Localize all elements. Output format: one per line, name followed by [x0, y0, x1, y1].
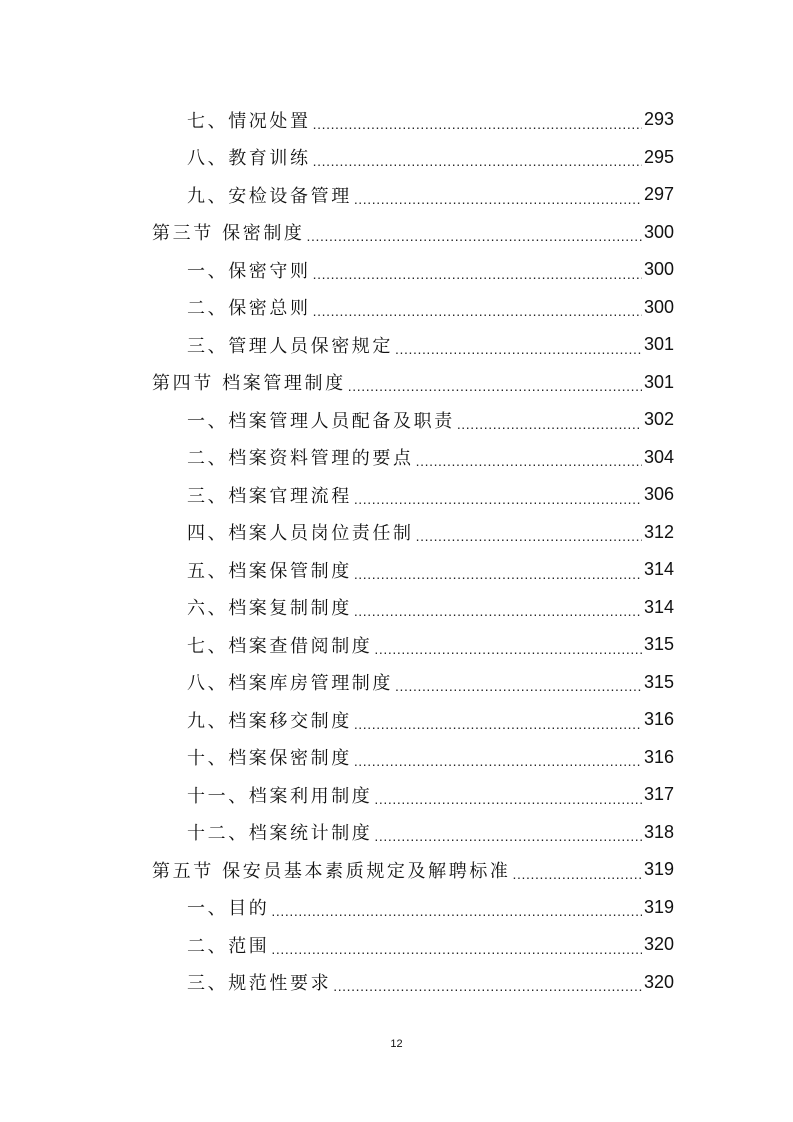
dot-leader	[395, 678, 642, 694]
toc-entry-page: 293	[643, 109, 674, 130]
dot-leader	[354, 491, 642, 507]
toc-subsection-entry[interactable]	[152, 701, 674, 739]
toc-entry-title: 一、档案管理人员配备及职责	[187, 410, 455, 432]
toc-entry-title: 二、保密总则	[187, 298, 311, 320]
toc-entry-title: 六、档案复制制度	[187, 598, 352, 620]
toc-entry-title: 第三节 保密制度	[152, 223, 305, 245]
dot-leader	[307, 228, 642, 244]
table-of-contents	[152, 101, 674, 1001]
toc-subsection-entry[interactable]	[152, 739, 674, 777]
page-number: 12	[390, 1038, 403, 1050]
toc-entry-title: 八、教育训练	[187, 148, 311, 170]
dot-leader	[354, 753, 642, 769]
toc-entry-page: 314	[643, 559, 674, 580]
toc-entry-page: 301	[643, 371, 674, 392]
toc-entry-page: 315	[643, 634, 674, 655]
toc-entry-title: 七、档案查借阅制度	[187, 635, 373, 657]
toc-subsection-entry[interactable]	[152, 326, 674, 364]
toc-entry-title: 四、档案人员岗位责任制	[187, 523, 414, 545]
dot-leader	[354, 191, 642, 207]
toc-subsection-entry[interactable]	[152, 176, 674, 214]
dot-leader	[416, 453, 642, 469]
toc-section-entry[interactable]	[152, 214, 674, 252]
dot-leader	[313, 153, 642, 169]
toc-entry-page: 301	[643, 334, 674, 355]
toc-entry-title: 八、档案库房管理制度	[187, 673, 393, 695]
toc-entry-title: 三、规范性要求	[187, 973, 332, 995]
toc-entry-title: 二、档案资料管理的要点	[187, 448, 414, 470]
toc-entry-page: 306	[643, 484, 674, 505]
toc-entry-page: 314	[643, 596, 674, 617]
toc-subsection-entry[interactable]	[152, 289, 674, 327]
dot-leader	[313, 116, 642, 132]
toc-subsection-entry[interactable]	[152, 776, 674, 814]
dot-leader	[457, 416, 642, 432]
toc-subsection-entry[interactable]	[152, 251, 674, 289]
dot-leader	[416, 528, 642, 544]
toc-subsection-entry[interactable]	[152, 439, 674, 477]
toc-subsection-entry[interactable]	[152, 626, 674, 664]
toc-subsection-entry[interactable]	[152, 139, 674, 177]
toc-entry-title: 一、目的	[187, 898, 270, 920]
toc-entry-title: 第四节 档案管理制度	[152, 373, 346, 395]
toc-entry-page: 318	[643, 821, 674, 842]
toc-entry-title: 二、范围	[187, 935, 270, 957]
toc-entry-page: 295	[643, 146, 674, 167]
toc-subsection-entry[interactable]	[152, 514, 674, 552]
toc-entry-page: 304	[643, 446, 674, 467]
toc-entry-page: 319	[643, 859, 674, 880]
toc-entry-page: 319	[643, 896, 674, 917]
toc-entry-page: 316	[643, 746, 674, 767]
dot-leader	[271, 941, 642, 957]
toc-entry-page: 312	[643, 521, 674, 542]
toc-subsection-entry[interactable]	[152, 101, 674, 139]
toc-entry-title: 五、档案保管制度	[187, 560, 352, 582]
toc-entry-title: 九、档案移交制度	[187, 710, 352, 732]
dot-leader	[354, 566, 642, 582]
dot-leader	[333, 978, 642, 994]
dot-leader	[313, 303, 642, 319]
toc-subsection-entry[interactable]	[152, 814, 674, 852]
toc-entry-page: 316	[643, 709, 674, 730]
toc-entry-title: 三、管理人员保密规定	[187, 335, 393, 357]
toc-entry-page: 300	[643, 259, 674, 280]
dot-leader	[354, 716, 642, 732]
toc-entry-page: 320	[643, 934, 674, 955]
toc-subsection-entry[interactable]	[152, 964, 674, 1002]
toc-subsection-entry[interactable]	[152, 926, 674, 964]
toc-entry-page: 315	[643, 671, 674, 692]
toc-subsection-entry[interactable]	[152, 589, 674, 627]
dot-leader	[374, 641, 642, 657]
toc-entry-page: 297	[643, 184, 674, 205]
toc-section-entry[interactable]	[152, 851, 674, 889]
toc-entry-page: 317	[643, 784, 674, 805]
dot-leader	[395, 341, 642, 357]
toc-entry-title: 三、档案官理流程	[187, 485, 352, 507]
toc-entry-page: 300	[643, 296, 674, 317]
dot-leader	[374, 791, 642, 807]
dot-leader	[374, 828, 642, 844]
dot-leader	[271, 903, 642, 919]
toc-entry-page: 320	[643, 971, 674, 992]
dot-leader	[354, 603, 642, 619]
toc-entry-title: 十、档案保密制度	[187, 748, 352, 770]
toc-entry-title: 十二、档案统计制度	[187, 823, 373, 845]
toc-entry-title: 第五节 保安员基本素质规定及解聘标准	[152, 860, 511, 882]
dot-leader	[348, 378, 642, 394]
toc-section-entry[interactable]	[152, 364, 674, 402]
toc-subsection-entry[interactable]	[152, 889, 674, 927]
dot-leader	[513, 866, 642, 882]
toc-entry-title: 七、情况处置	[187, 110, 311, 132]
toc-entry-page: 302	[643, 409, 674, 430]
toc-entry-title: 九、安检设备管理	[187, 185, 352, 207]
toc-subsection-entry[interactable]	[152, 551, 674, 589]
dot-leader	[313, 266, 642, 282]
toc-entry-title: 十一、档案利用制度	[187, 785, 373, 807]
toc-entry-title: 一、保密守则	[187, 260, 311, 282]
toc-subsection-entry[interactable]	[152, 401, 674, 439]
toc-subsection-entry[interactable]	[152, 664, 674, 702]
toc-subsection-entry[interactable]	[152, 476, 674, 514]
toc-entry-page: 300	[643, 221, 674, 242]
